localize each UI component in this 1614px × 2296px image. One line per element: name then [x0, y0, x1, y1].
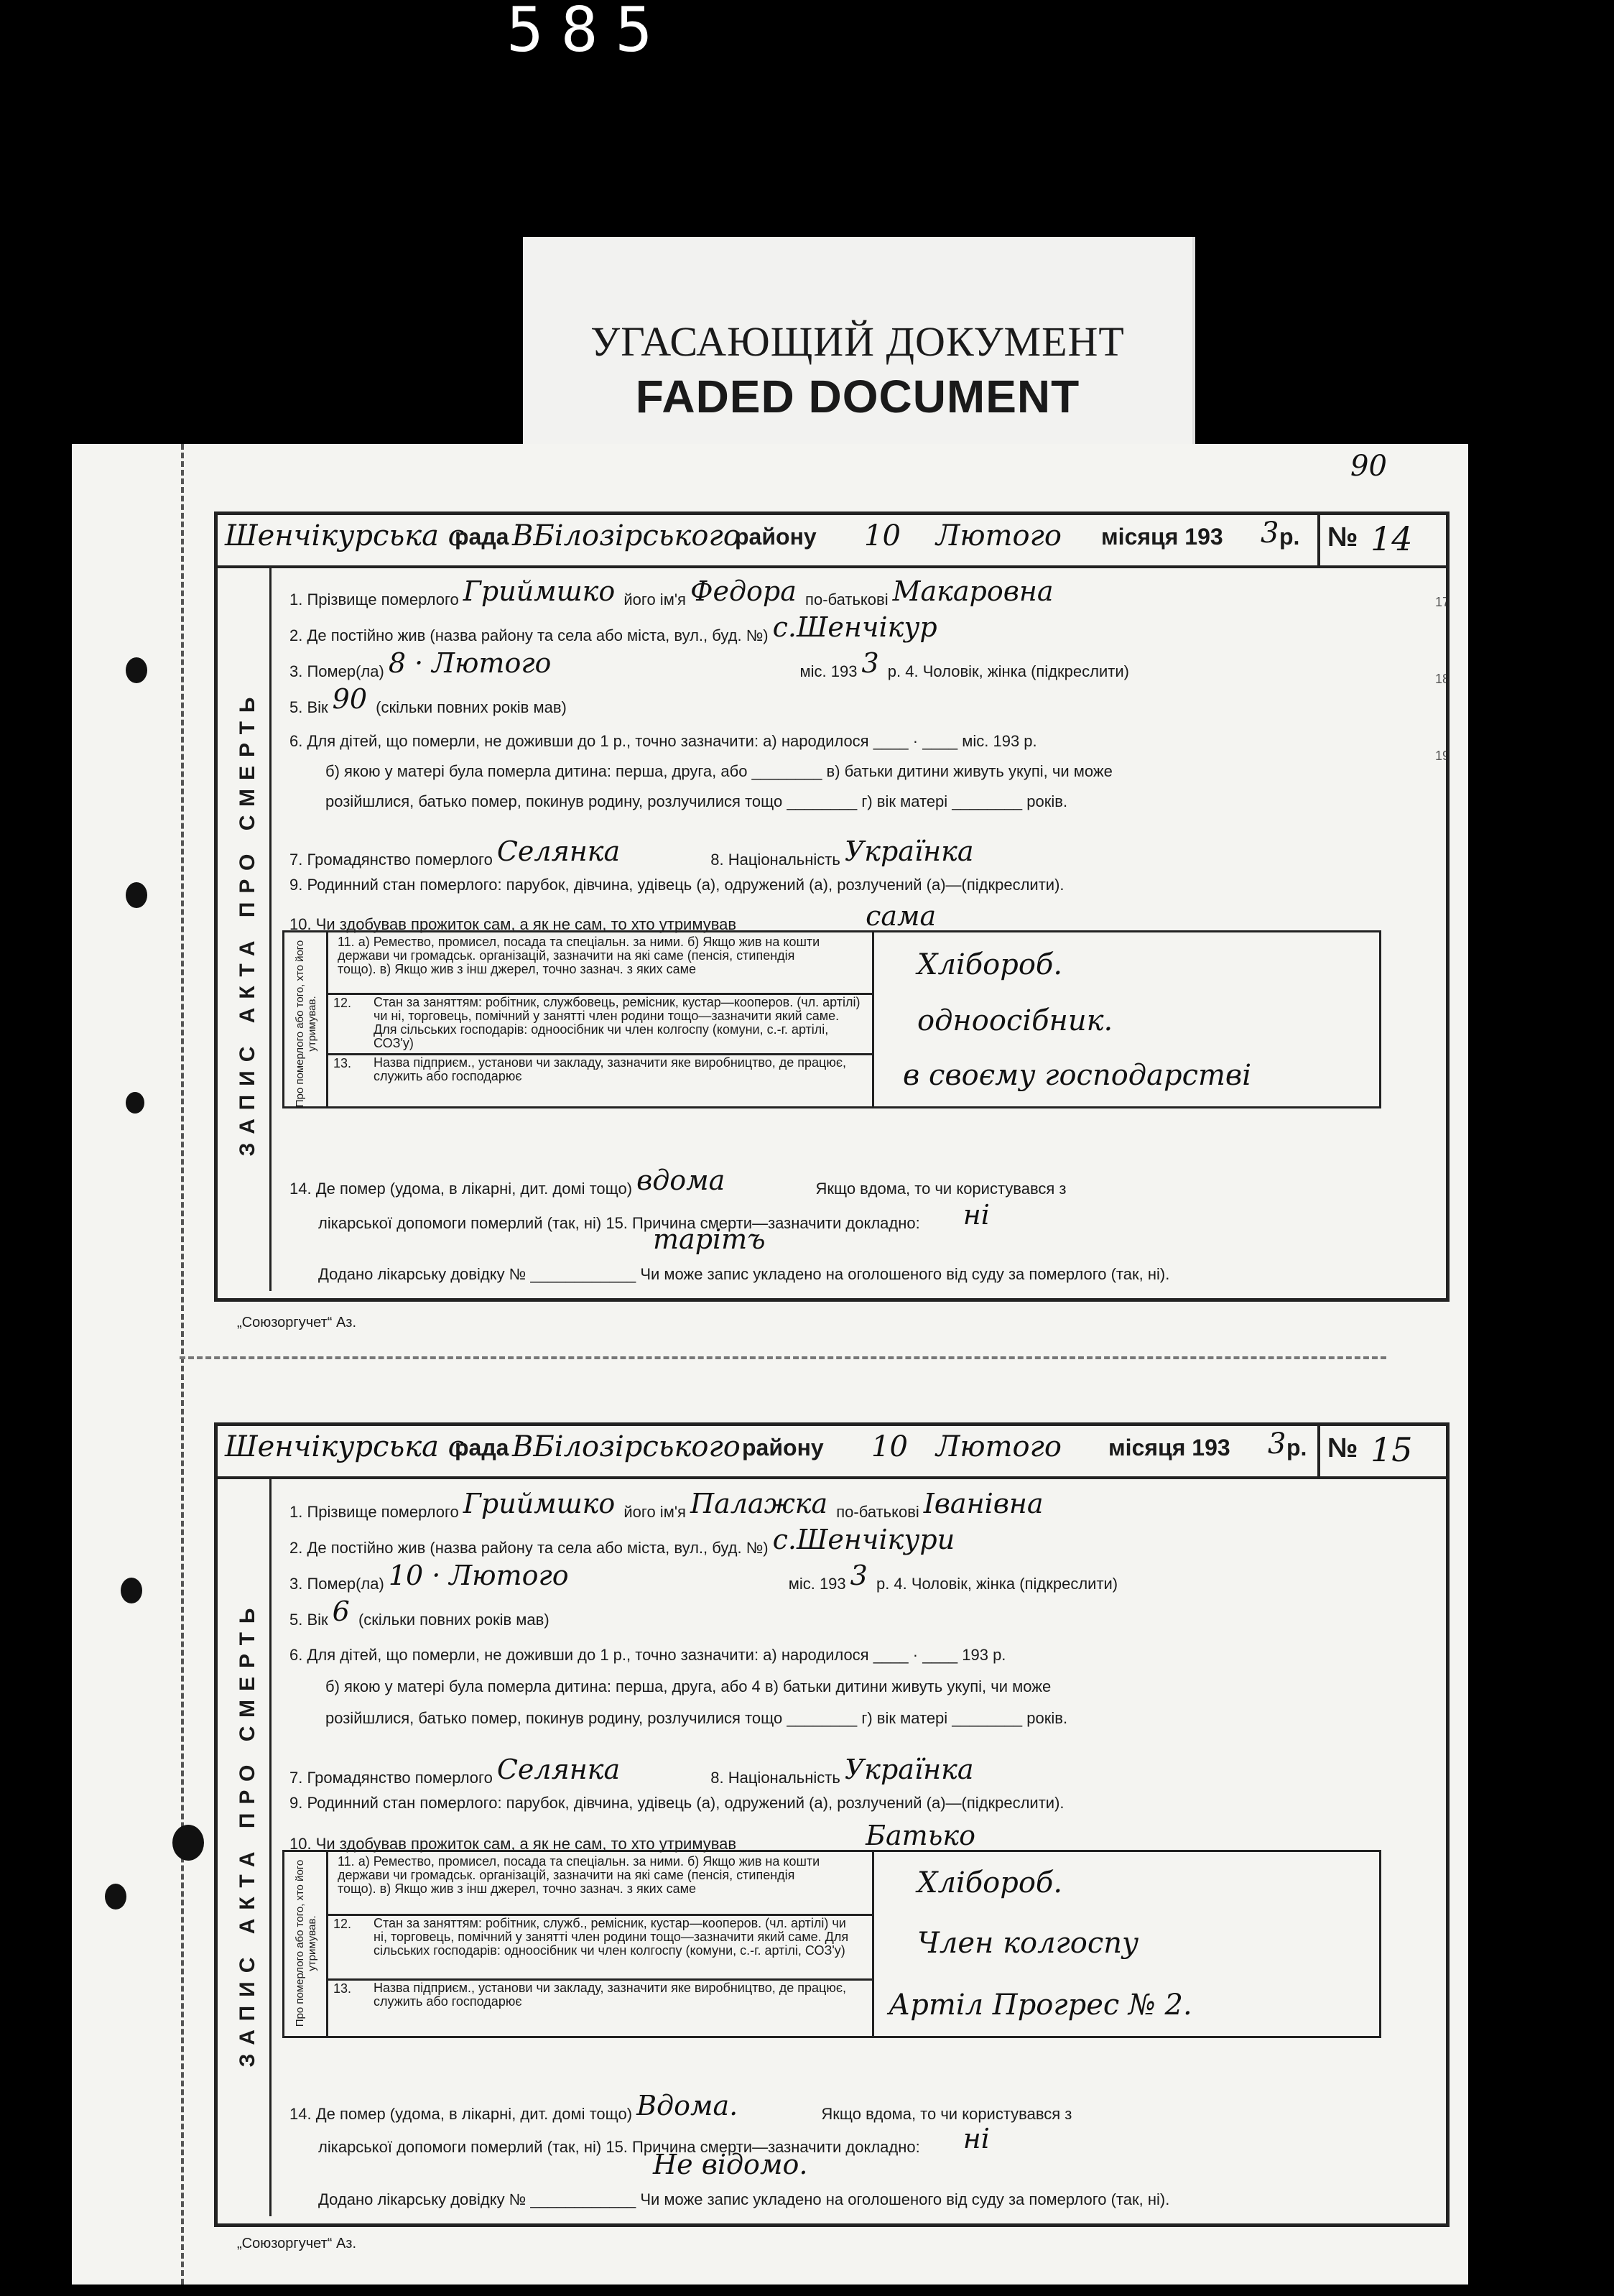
record-number-box: [1317, 1423, 1446, 1479]
rada-label: рада: [455, 1435, 509, 1461]
faded-label-en: FADED DOCUMENT: [635, 371, 1080, 422]
residence: с.Шенчікур: [772, 611, 937, 643]
status: Член колгоспу: [917, 1927, 1139, 1960]
field-2: 2. Де постійно жив (назва району та села або міста, вул., буд. №) с.Шенчікур: [289, 611, 937, 644]
field-6b: б) якою у матері була померла дитина: перша, друга, або ________ в) батьки дитини живуть укупі, чи може: [325, 762, 1113, 780]
support: сама: [866, 900, 937, 932]
rada-label: рада: [455, 524, 509, 550]
raion-label: району: [742, 1435, 824, 1461]
side-title: ЗАПИС АКТА ПРО СМЕРТЬ: [236, 1599, 259, 2068]
district: ВБілозірського: [512, 519, 741, 552]
village: Шенчікурська с: [225, 519, 465, 552]
punch-hole: [126, 1092, 144, 1114]
field-3: 3. Помер(ла) 8 · Лютого міс. 193 3 р. 4. Чоловік, жінка (підкреслити): [289, 647, 1129, 680]
citizenship: Селянка: [496, 1754, 621, 1785]
death-record-15: [214, 1422, 1450, 2227]
support: Батько: [866, 1820, 975, 1851]
year: 3: [1268, 1427, 1286, 1461]
record-header: [218, 1426, 1446, 1479]
field-2: 2. Де постійно жив (назва району та села або міста, вул., буд. №) с.Шенчікури: [289, 1524, 955, 1557]
field-10: 10. Чи здобував прожиток сам, а як не сам, то хто утримував сама: [289, 900, 937, 933]
record-number: 15: [1370, 1430, 1413, 1469]
place-of-death: Вдома.: [636, 2090, 738, 2121]
occupation-side-label: Про померлого або того, хто його утримував.: [294, 1859, 318, 2027]
year-suffix: р.: [1286, 1435, 1307, 1461]
field-9: 9. Родинний стан померлого: парубок, дівчина, удівець (а), одружений (а), розлучений (а)—(підкреслити).: [289, 876, 1065, 894]
field-14: 14. Де помер (удома, в лікарні, дит. домі тощо) вдома Якщо вдома, то чи користувався з: [289, 1165, 1067, 1198]
punch-hole: [121, 1578, 142, 1603]
field-13: Назва підприєм., установи чи закладу, зазначити яке виробництво, де працює, служить або господарює: [374, 1981, 847, 2009]
medical-help: ні: [963, 1199, 990, 1231]
record-number-box: [1317, 512, 1446, 568]
status: одноосібник.: [917, 1004, 1113, 1037]
field-3: 3. Помер(ла) 10 · Лютого міс. 193 3 р. 4. Чоловік, жінка (підкреслити): [289, 1560, 1118, 1593]
death-year: 3: [850, 1560, 868, 1591]
nationality: Українка: [844, 835, 974, 867]
field-6c: розійшлися, батько помер, покинув родину, розлучилися тощо ________ г) вік матері ________ років.: [325, 792, 1068, 810]
field-6c: розійшлися, батько помер, покинув родину, розлучилися тощо ________ г) вік матері ________ років.: [325, 1709, 1068, 1727]
field-11: 11. а) Ремество, промисел, посада та спеціальн. за ними. б) Якщо жив на кошти держави чи громадськ. організацій, зазначити на які саме (пенсія, стипендія тощо). в) Якщо жив з інш джерел, точно зазнач. з яких саме: [338, 1854, 820, 1896]
side-title-box: [226, 565, 272, 1291]
patronymic: Макаровна: [892, 575, 1054, 607]
field-14: 14. Де помер (удома, в лікарні, дит. домі тощо) Вдома. Якщо вдома, то чи користувався з: [289, 2090, 1072, 2123]
field-12: Стан за заняттям: робітник, службовець, ремісник, кустар—кооперов. (чл. артілі) чи ні, торговець, помічний у занятті член родини тощо—зазначити який саме. Для сільських господарів: одноосібник чи член колгоспу (комуни, с.-г. артілі, СОЗ'у): [374, 995, 861, 1050]
field-7: 7. Громадянство померлого Селянка 8. Національність Українка: [289, 1754, 974, 1787]
cause-of-death: Не відомо.: [653, 2149, 808, 2180]
year-suffix: р.: [1279, 524, 1300, 550]
punch-hole: [126, 882, 147, 908]
day: 10: [871, 1430, 908, 1463]
occupation: Хлібороб.: [917, 948, 1063, 981]
number-label: №: [1327, 1433, 1358, 1463]
month-label: місяця 193: [1101, 524, 1223, 550]
medical-help: ні: [963, 2123, 990, 2154]
field-15: лікарської допомоги померлий (так, ні) 15. Причина смерти—зазначити докладно: ні: [318, 1199, 990, 1232]
margin-number: 17: [1435, 595, 1450, 609]
field-5: 5. Вік 6 (скільки повних років мав): [289, 1596, 549, 1629]
record-header: [218, 515, 1446, 568]
field-6a: 6. Для дітей, що померли, не доживши до 1 р., точно зазначити: а) народилося ____ · ____ 193 р.: [289, 1646, 1006, 1664]
death-year: 3: [861, 647, 879, 679]
death-date: 8 · Лютого: [388, 647, 552, 679]
page-number: 90: [1350, 450, 1387, 483]
month: Лютого: [936, 1430, 1062, 1463]
raion-label: району: [735, 524, 817, 550]
cut-line: [180, 1356, 1386, 1359]
punch-hole: [172, 1825, 204, 1861]
residence: с.Шенчікури: [772, 1524, 955, 1555]
margin-number: 19: [1435, 749, 1450, 763]
occupation-side-label: Про померлого або того, хто його утримував.: [294, 940, 318, 1108]
village: Шенчікурська с: [225, 1430, 465, 1463]
frame-number: 585: [506, 0, 670, 66]
death-date: 10 · Лютого: [388, 1560, 569, 1591]
field-6b: б) якою у матері була померла дитина: перша, друга, або 4 в) батьки дитини живуть укупі, чи може: [325, 1677, 1052, 1695]
workplace: в своєму господарстві: [903, 1059, 1251, 1092]
field-10: 10. Чи здобував прожиток сам, а як не сам, то хто утримував Батько: [289, 1820, 975, 1853]
place-of-death: вдома: [636, 1165, 725, 1196]
day: 10: [864, 519, 901, 552]
side-title: ЗАПИС АКТА ПРО СМЕРТЬ: [236, 688, 259, 1157]
field-12: Стан за заняттям: робітник, служб., ремісник, кустар—кооперов. (чл. артілі) чи ні, торговець, помічний у занятті член родини тощо—зазначити який саме. Для сільських господарів: одноосібник чи член колгоспу (комуни, с.-г. артілі, СОЗ'у): [374, 1916, 849, 1958]
field-7: 7. Громадянство померлого Селянка 8. Національність Українка: [289, 835, 974, 869]
print-mark: „Союзоргучет“ Аз.: [237, 2236, 357, 2251]
record-number: 14: [1370, 519, 1413, 558]
number-label: №: [1327, 522, 1358, 552]
faded-document-label: [523, 237, 1195, 445]
field-15: лікарської допомоги померлий (так, ні) 15. Причина смерти—зазначити докладно: ні: [318, 2123, 990, 2156]
field-9: 9. Родинний стан померлого: парубок, дівчина, удівець (а), одружений (а), розлучений (а)—(підкреслити).: [289, 1794, 1065, 1812]
field-13: Назва підприєм., установи чи закладу, зазначити яке виробництво, де працює, служить або господарює: [374, 1055, 847, 1083]
perforation-line: [181, 444, 184, 2285]
field-16: Додано лікарську довідку № ____________ Чи може запис укладено на оголошеного від суду за померлого (так, ні).: [318, 1265, 1170, 1283]
workplace: Артіл Прогрес № 2.: [889, 1989, 1192, 2022]
surname: Гриймшко: [463, 1488, 616, 1519]
surname: Гриймшко: [463, 575, 616, 607]
punch-hole: [105, 1884, 126, 1910]
field-16: Додано лікарську довідку № ____________ Чи може запис укладено на оголошеного від суду за померлого (так, ні).: [318, 2190, 1170, 2208]
field-6a: 6. Для дітей, що померли, не доживши до 1 р., точно зазначити: а) народилося ____ · ____ міс. 193 р.: [289, 732, 1037, 750]
field-1: 1. Прізвище померлого Гриймшко його ім'я Палажка по-батькові Іванівна: [289, 1488, 1044, 1521]
side-title-box: [226, 1476, 272, 2216]
citizenship: Селянка: [496, 835, 621, 867]
year: 3: [1261, 517, 1279, 550]
occupation-table: Про померлого або того, хто його утримував. 11. а) Ремество, промисел, посада та спеціальн. за ними. б) Якщо жив на кошти держави чи громадськ. організацій, зазначити на які саме (пенсія, стипендія тощо). в) Якщо жив з інш джерел, точно зазнач. з яких саме 12. Стан за заняттям: робітник, службовець, ремісник, кустар—кооперов. (чл. артілі) чи ні, торговець, помічний у занятті член родини тощо—зазначити який саме. Для сільських господарів: одноосібник чи член колгоспу (комуни, с.-г. артілі, СОЗ'у) 13. Назва підприєм., установи чи закладу, зазначити яке виробництво, де працює, служить або господарює Хлібороб. одноосібник. в своєму господарстві: [282, 930, 1381, 1108]
age: 90: [332, 683, 368, 715]
age: 6: [332, 1596, 350, 1627]
margin-number: 18: [1435, 672, 1450, 686]
month: Лютого: [936, 519, 1062, 552]
given-name: Палажка: [690, 1488, 828, 1519]
faded-label-ru: УГАСАЮЩИЙ ДОКУМЕНТ: [590, 318, 1125, 365]
given-name: Федора: [690, 575, 797, 607]
field-5: 5. Вік 90 (скільки повних років мав): [289, 683, 567, 716]
occupation-table: Про померлого або того, хто його утримував. 11. а) Ремество, промисел, посада та спеціальн. за ними. б) Якщо жив на кошти держави чи громадськ. організацій, зазначити на які саме (пенсія, стипендія тощо). в) Якщо жив з інш джерел, точно зазнач. з яких саме 12. Стан за заняттям: робітник, служб., ремісник, кустар—кооперов. (чл. артілі) чи ні, торговець, помічний у занятті член родини тощо—зазначити який саме. Для сільських господарів: одноосібник чи член колгоспу (комуни, с.-г. артілі, СОЗ'у) 13. Назва підприєм., установи чи закладу, зазначити яке виробництво, де працює, служить або господарює Хлібороб. Член колгоспу Артіл Прогрес № 2.: [282, 1850, 1381, 2038]
district: ВБілозірського: [512, 1430, 741, 1463]
print-mark: „Союзоргучет“ Аз.: [237, 1315, 357, 1330]
patronymic: Іванівна: [923, 1488, 1044, 1519]
punch-hole: [126, 657, 147, 683]
cause-of-death: тарітъ: [653, 1223, 766, 1255]
month-label: місяця 193: [1108, 1435, 1230, 1461]
field-11: 11. а) Ремество, промисел, посада та спеціальн. за ними. б) Якщо жив на кошти держави чи громадськ. організацій, зазначити на які саме (пенсія, стипендія тощо). в) Якщо жив з інш джерел, точно зазнач. з яких саме: [338, 935, 820, 976]
occupation: Хлібороб.: [917, 1866, 1063, 1899]
nationality: Українка: [844, 1754, 974, 1785]
field-1: 1. Прізвище померлого Гриймшко його ім'я Федора по-батькові Макаровна: [289, 575, 1054, 608]
death-record-14: [214, 511, 1450, 1302]
